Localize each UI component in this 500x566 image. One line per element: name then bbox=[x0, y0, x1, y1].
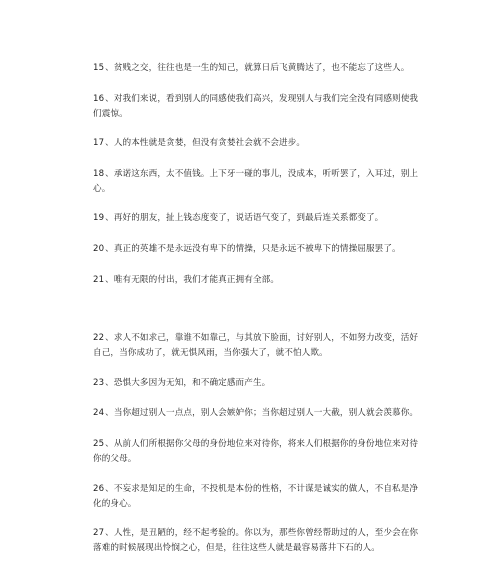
entry-text: 不妄求是知足的生命，不投机是本份的性格，不计谋是诚实的做人，不自私是净化的身心。 bbox=[93, 484, 419, 509]
quote-entry-16: 16、对我们来说，看到别人的同感使我们高兴，发现别人与我们完全没有同感则使我们震惊。 bbox=[93, 94, 419, 119]
entry-number: 22 bbox=[93, 333, 105, 343]
quote-entry-20: 20、真正的英雄不是永远没有卑下的情操，只是永远不被卑下的情操屈服罢了。 bbox=[93, 244, 401, 254]
entry-text: 再好的朋友，扯上钱态度变了，说话语气变了，到最后连关系都变了。 bbox=[113, 213, 384, 223]
quote-entry-22: 22、求人不如求己，靠谁不如靠己，与其放下脸面，讨好别人，不如努力改变，活好自己，当你成功了，就无惧风雨，当你强大了，就不怕人欺。 bbox=[93, 333, 419, 358]
entry-text: 求人不如求己，靠谁不如靠己，与其放下脸面，讨好别人，不如努力改变，活好自己，当你成功了，就无惧风雨，当你强大了，就不怕人欺。 bbox=[93, 333, 419, 358]
entry-text: 恐惧大多因为无知，和不确定感而产生。 bbox=[113, 378, 271, 388]
quote-entry-25: 25、从前人们所根据你父母的身份地位来对待你，将来人们根据你的身份地位来对待你的父母。 bbox=[93, 439, 419, 464]
entry-number: 21 bbox=[93, 275, 105, 285]
entry-number: 18 bbox=[93, 169, 105, 179]
entry-text: 唯有无限的付出，我们才能真正拥有全部。 bbox=[113, 275, 280, 285]
entry-text: 真正的英雄不是永远没有卑下的情操，只是永远不被卑下的情操屈服罢了。 bbox=[113, 244, 401, 254]
entry-number: 17 bbox=[93, 138, 105, 148]
entry-text: 人性，是丑陋的，经不起考验的。你以为，那些你曾经帮助过的人，至少会在你落难的时候展现出怜悯之心，但是，往往这些人就是最容易落井下石的人。 bbox=[93, 528, 419, 553]
quote-entry-21: 21、唯有无限的付出，我们才能真正拥有全部。 bbox=[93, 275, 280, 285]
entry-number: 27 bbox=[93, 528, 105, 538]
quote-entry-27: 27、人性，是丑陋的，经不起考验的。你以为，那些你曾经帮助过的人，至少会在你落难的时候展现出怜悯之心，但是，往往这些人就是最容易落井下石的人。 bbox=[93, 528, 419, 553]
quote-entry-23: 23、恐惧大多因为无知，和不确定感而产生。 bbox=[93, 378, 271, 388]
entry-number: 19 bbox=[93, 213, 105, 223]
entry-number: 23 bbox=[93, 378, 105, 388]
entry-text: 对我们来说，看到别人的同感使我们高兴，发现别人与我们完全没有同感则使我们震惊。 bbox=[93, 94, 419, 119]
entry-number: 26 bbox=[93, 484, 105, 494]
entry-text: 人的本性就是贪婪，但没有贪婪社会就不会进步。 bbox=[113, 138, 306, 148]
quote-entry-24: 24、当你超过别人一点点，别人会嫉妒你；当你超过别人一大截，别人就会羡慕你。 bbox=[93, 408, 419, 418]
quote-entry-15: 15、贫贱之交，往往也是一生的知己，就算日后飞黄腾达了，也不能忘了这些人。 bbox=[93, 63, 410, 73]
entry-text: 当你超过别人一点点，别人会嫉妒你；当你超过别人一大截，别人就会羡慕你。 bbox=[113, 408, 419, 418]
entry-text: 贫贱之交，往往也是一生的知己，就算日后飞黄腾达了，也不能忘了这些人。 bbox=[113, 63, 410, 73]
entry-number: 25 bbox=[93, 439, 105, 449]
quote-entry-18: 18、承诺这东西，太不值钱。上下牙一碰的事儿，没成本，听听罢了，入耳过，别上心。 bbox=[93, 169, 419, 194]
entry-number: 24 bbox=[93, 408, 105, 418]
entry-text: 从前人们所根据你父母的身份地位来对待你，将来人们根据你的身份地位来对待你的父母。 bbox=[93, 439, 419, 464]
quote-entry-17: 17、人的本性就是贪婪，但没有贪婪社会就不会进步。 bbox=[93, 138, 306, 148]
quote-entry-26: 26、不妄求是知足的生命，不投机是本份的性格，不计谋是诚实的做人，不自私是净化的身心。 bbox=[93, 484, 419, 509]
entry-text: 承诺这东西，太不值钱。上下牙一碰的事儿，没成本，听听罢了，入耳过，别上心。 bbox=[93, 169, 419, 194]
entry-number: 15 bbox=[93, 63, 105, 73]
entry-number: 16 bbox=[93, 94, 105, 104]
quote-entry-19: 19、再好的朋友，扯上钱态度变了，说话语气变了，到最后连关系都变了。 bbox=[93, 213, 384, 223]
entry-number: 20 bbox=[93, 244, 105, 254]
